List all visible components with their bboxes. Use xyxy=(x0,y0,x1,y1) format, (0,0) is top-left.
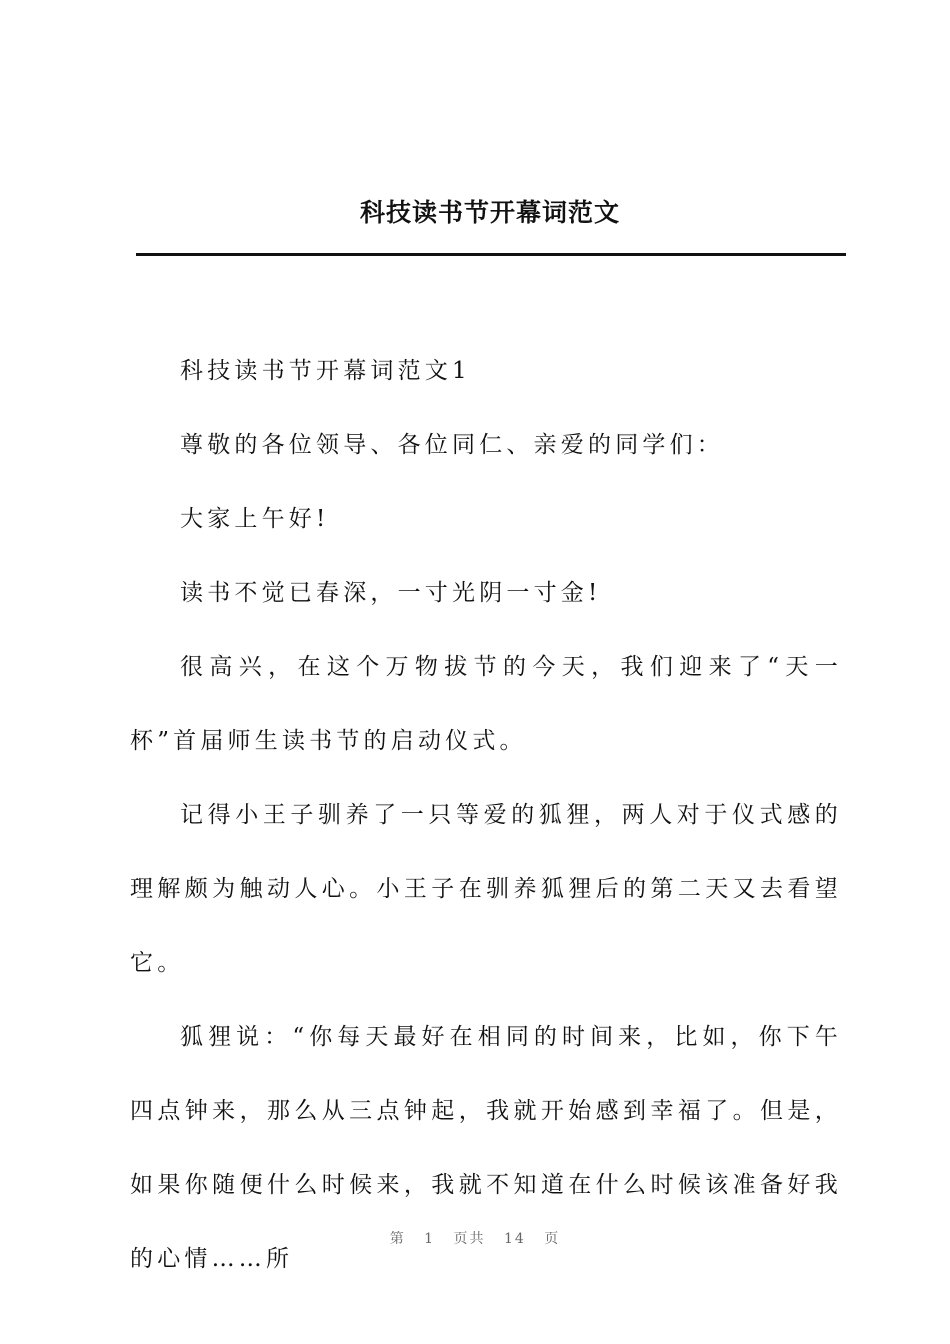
paragraph-fox-speech: 狐狸说：“你每天最好在相同的时间来，比如，你下午四点钟来，那么从三点钟起，我就开始感到幸福了。但是，如果你随便什么时候来，我就不知道在什么时候该准备好我的心情……所 xyxy=(130,1024,842,1272)
footer-total-pages: 14 xyxy=(504,1231,526,1247)
paragraph-salutation: 尊敬的各位领导、各位同仁、亲爱的同学们： xyxy=(180,432,724,458)
page-footer xyxy=(0,1228,950,1248)
title-divider xyxy=(136,253,846,256)
paragraph-opening: 很高兴，在这个万物拔节的今天，我们迎来了“天一杯”首届师生读书节的启动仪式。 xyxy=(130,654,842,754)
paragraph-little-prince: 记得小王子驯养了一只等爱的狐狸，两人对于仪式感的理解颇为触动人心。小王子在驯养狐狸后的第二天又去看望它。 xyxy=(130,802,842,976)
paragraph-greeting: 大家上午好! xyxy=(180,506,330,532)
footer-prefix: 第 xyxy=(389,1231,406,1247)
footer-suffix: 页 xyxy=(544,1231,561,1247)
document-title: 科技读书节开幕词范文 xyxy=(359,198,620,227)
paragraph-quote: 读书不觉已春深，一寸光阴一寸金! xyxy=(180,580,602,606)
paragraph-heading: 科技读书节开幕词范文1 xyxy=(180,358,471,384)
footer-middle: 页共 xyxy=(453,1231,486,1247)
document-body xyxy=(130,334,842,1296)
footer-page-number: 1 xyxy=(424,1231,436,1247)
